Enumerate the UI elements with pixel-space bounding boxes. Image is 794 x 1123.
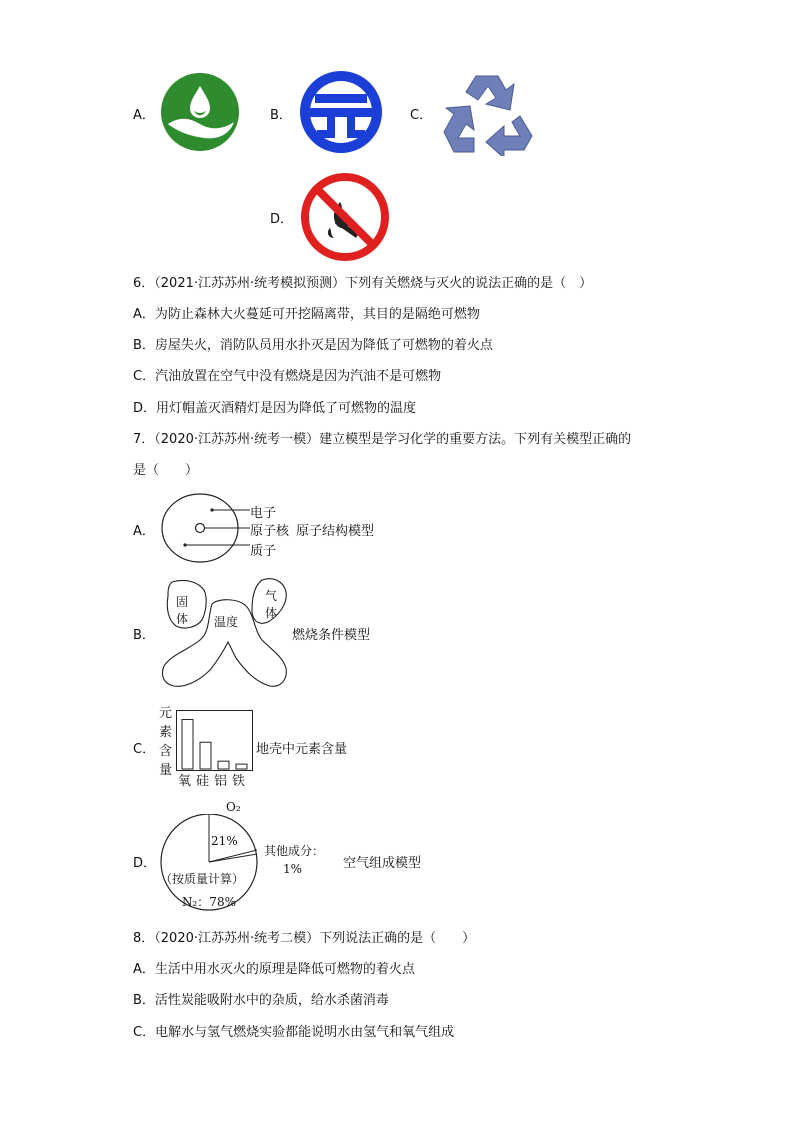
o2-value: 21%	[211, 834, 238, 848]
combustion-model-title: 燃烧条件模型	[292, 628, 371, 643]
chart-category-row	[178, 770, 250, 789]
q6-option-d: D．用灯帽盖灭酒精灯是因为降低了可燃物的温度	[133, 401, 417, 416]
crust-chart-title: 地壳中元素含量	[256, 742, 348, 757]
category-label-1: 硅	[196, 774, 210, 789]
category-label-3: 铁	[232, 774, 246, 789]
temperature-label: 温度	[214, 615, 239, 629]
bar-1	[200, 742, 211, 769]
electron-label: 电子	[250, 506, 277, 521]
china-water-saving-blue-logo-icon	[299, 70, 383, 154]
crust-element-bar-chart	[176, 710, 254, 772]
q7-stem-line1: 7．（2020·江苏苏州·统考一模）建立模型是学习化学的重要方法。下列有关模型正确的	[133, 432, 632, 447]
solid-label: 固体	[176, 595, 189, 626]
q8-option-a: A．生活中用水灭火的原理是降低可燃物的着火点	[133, 962, 415, 977]
nucleus-label: 原子核	[250, 524, 290, 539]
q6-stem: 6．（2021·江苏苏州·统考模拟预测）下列有关燃烧与灭火的说法正确的是（ ）	[133, 276, 593, 291]
air-model-title: 空气组成模型	[343, 856, 422, 871]
q5-option-c-label: C．	[410, 108, 433, 123]
n2-label: N₂：78%	[182, 895, 236, 909]
q7-option-b-label: B．	[133, 628, 155, 643]
q7-option-d-label: D．	[133, 856, 157, 871]
q8-stem: 8．（2020·江苏苏州·统考二模）下列说法正确的是（ ）	[133, 931, 476, 946]
q6-option-b: B．房屋失火，消防队员用水扑灭是因为降低了可燃物的着火点	[133, 338, 493, 353]
recycling-icon	[440, 70, 534, 156]
q5-option-a-label: A．	[133, 108, 155, 123]
chart-y-axis-label: 元素含量	[159, 706, 173, 778]
no-fire-icon	[300, 172, 390, 262]
water-saving-logo-icon	[160, 72, 240, 152]
category-label-2: 铝	[214, 774, 228, 789]
q6-option-c: C．汽油放置在空气中没有燃烧是因为汽油不是可燃物	[133, 369, 442, 384]
bar-2	[218, 761, 229, 769]
q6-option-a: A．为防止森林大火蔓延可开挖隔离带，其目的是隔绝可燃物	[133, 307, 480, 322]
proton-label: 质子	[250, 544, 277, 559]
q7-option-c-label: C．	[133, 742, 156, 757]
q5-option-b-label: B．	[270, 108, 292, 123]
q8-option-c: C．电解水与氢气燃烧实验都能说明水由氢气和氧气组成	[133, 1025, 455, 1040]
bar-0	[182, 720, 193, 769]
pie-note: （按质量计算）	[160, 872, 245, 886]
q7-stem-line2: 是（ ）	[133, 463, 199, 478]
others-value: 1%	[283, 862, 303, 876]
o2-label: O₂	[226, 800, 241, 814]
category-label-0: 氧	[178, 774, 192, 789]
others-label: 其他成分：	[264, 844, 325, 858]
atom-model-title: 原子结构模型	[296, 524, 375, 539]
q7-option-a-label: A．	[133, 524, 155, 539]
bar-3	[236, 764, 247, 769]
q8-option-b: B．活性炭能吸附水中的杂质，给水杀菌消毒	[133, 993, 389, 1008]
q5-option-d-label: D．	[270, 212, 294, 227]
atom-structure-diagram	[160, 492, 250, 564]
gas-label: 气体	[265, 589, 278, 620]
